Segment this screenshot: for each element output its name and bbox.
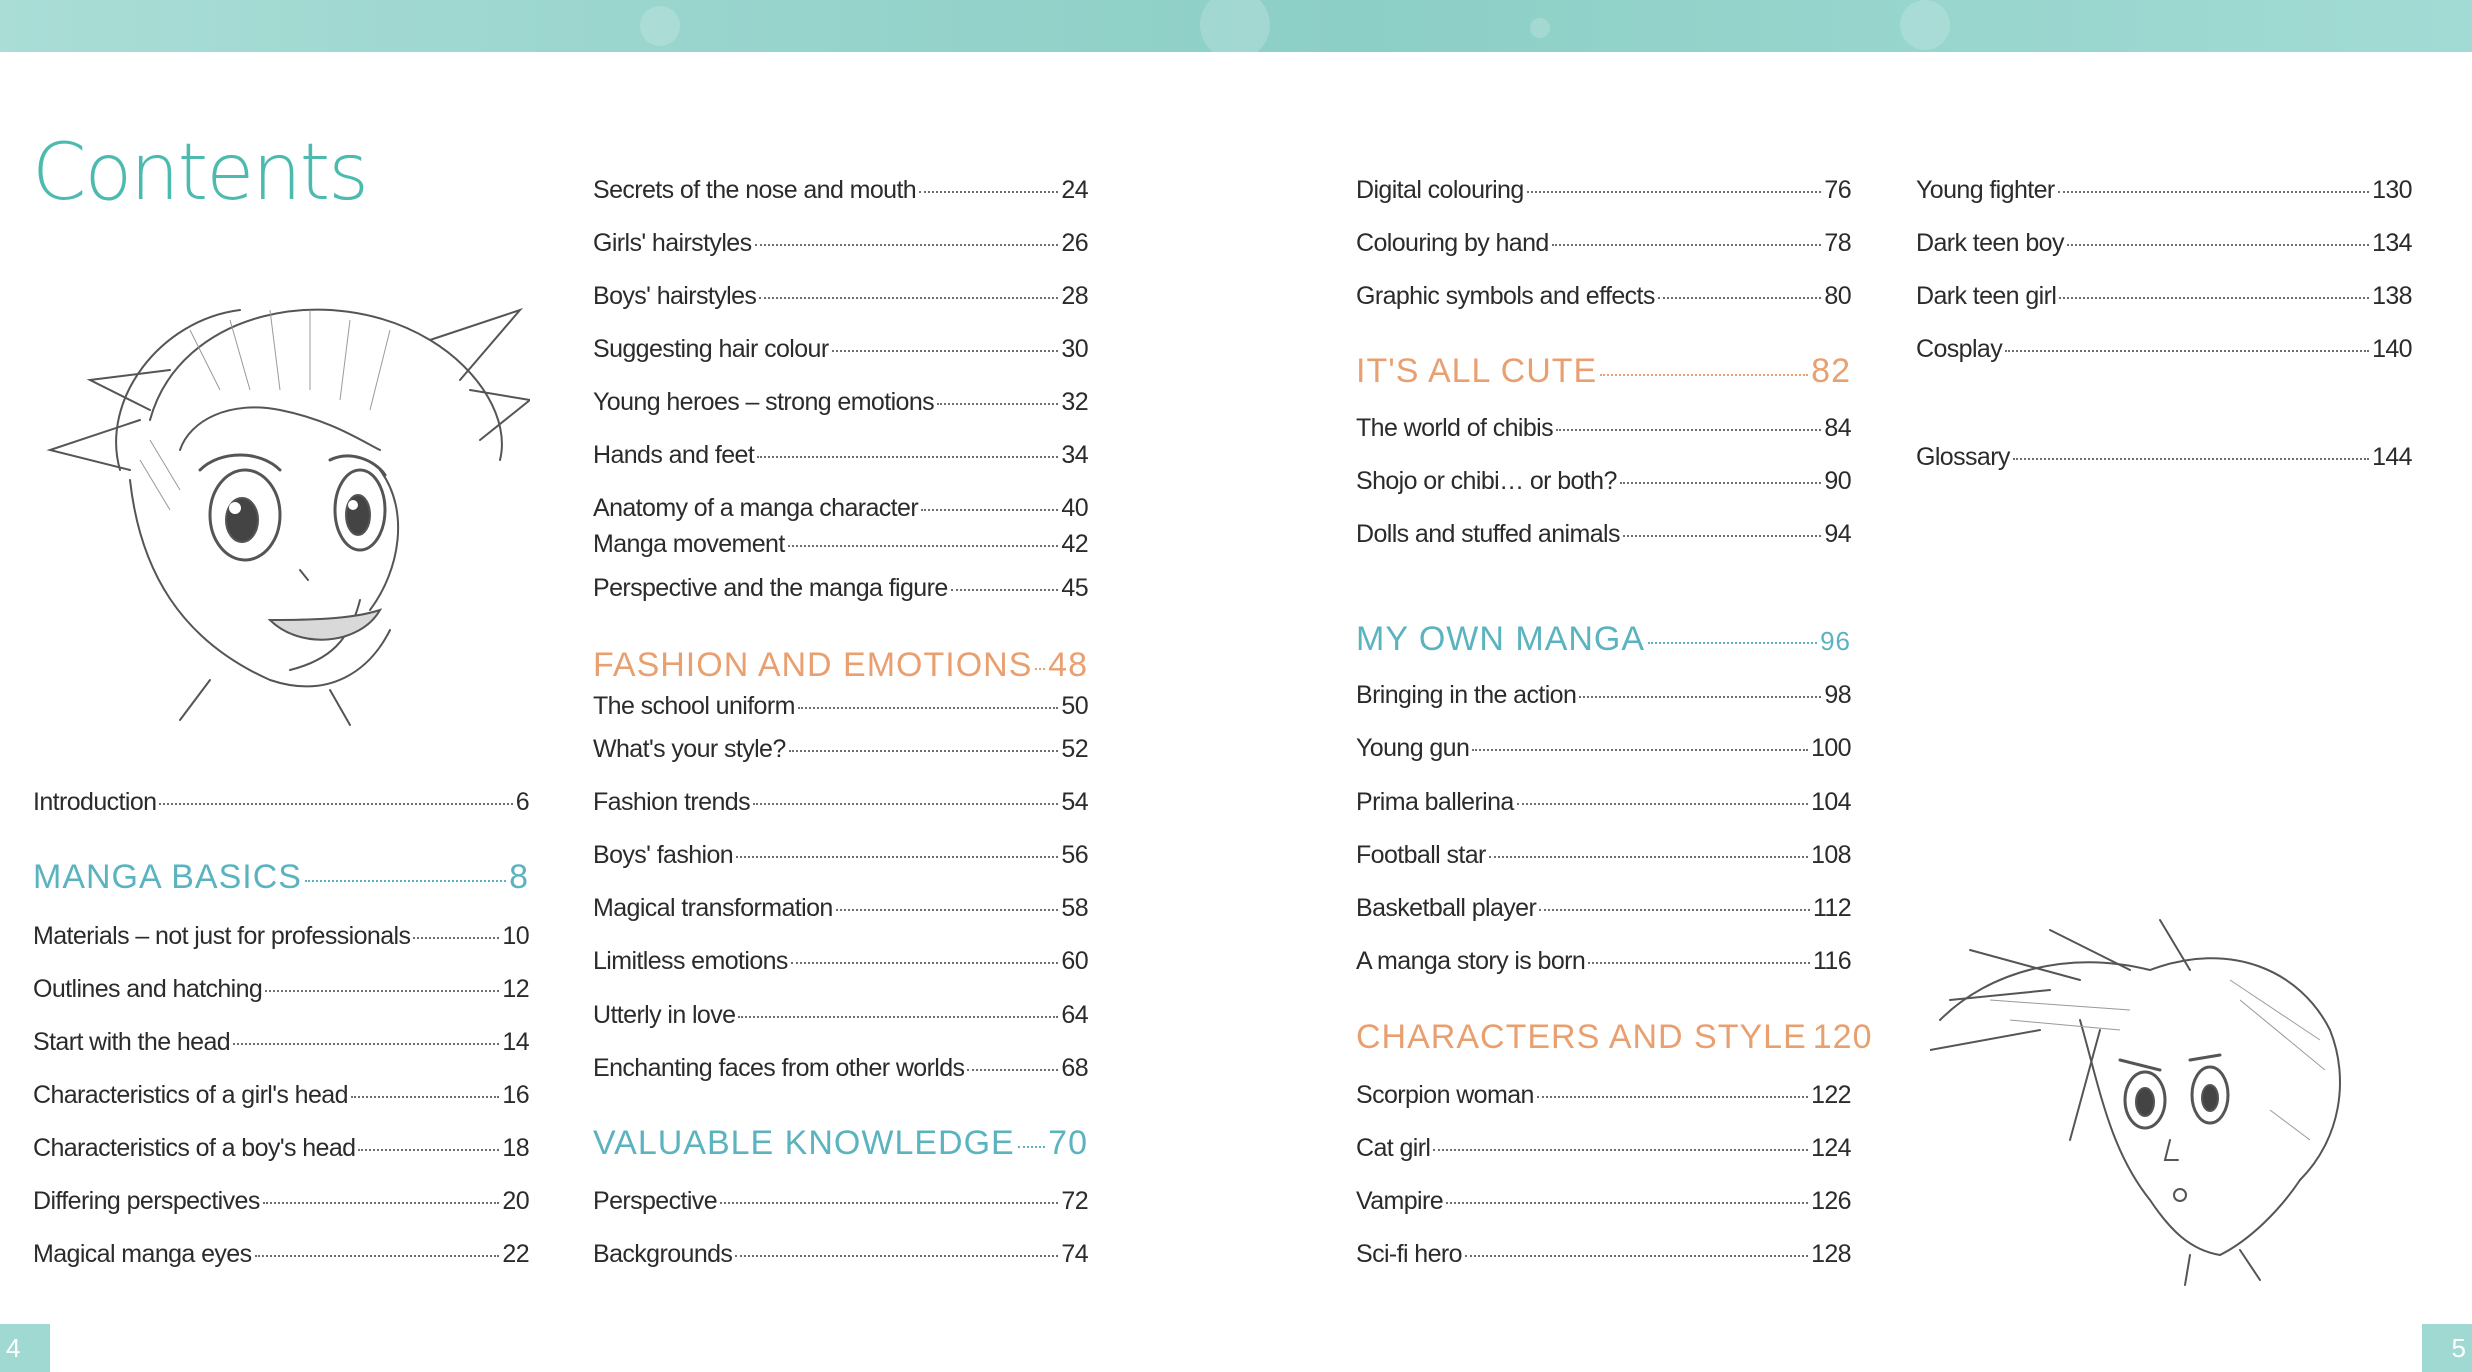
section-label: VALUABLE KNOWLEDGE: [593, 1124, 1015, 1162]
toc-entry-page: 24: [1061, 176, 1088, 204]
toc-entry-page: 26: [1061, 229, 1088, 257]
toc-entry-page: 64: [1061, 1001, 1088, 1029]
toc-entry-page: 126: [1811, 1187, 1851, 1215]
toc-entry-label: Bringing in the action: [1356, 681, 1577, 709]
toc-entry-label: Glossary: [1916, 443, 2010, 471]
toc-entry-page: 56: [1061, 841, 1088, 869]
leader-dots: [1552, 244, 1822, 246]
toc-entry[interactable]: [593, 894, 1088, 923]
toc-entry-label: Basketball player: [1356, 894, 1537, 922]
toc-entry-page: 14: [502, 1028, 529, 1056]
toc-entry-label: Fashion trends: [593, 788, 750, 816]
leader-dots: [755, 244, 1059, 246]
toc-entry-page: 42: [1061, 530, 1088, 558]
leader-dots: [2005, 350, 2369, 352]
leader-dots: [1539, 909, 1810, 911]
leader-dots: [789, 750, 1059, 752]
toc-entry[interactable]: [33, 788, 529, 817]
toc-entry[interactable]: [1356, 1187, 1851, 1216]
toc-entry-label: The world of chibis: [1356, 414, 1554, 442]
toc-column-2: [593, 0, 1088, 1372]
toc-entry-label: Characteristics of a girl's head: [33, 1081, 348, 1109]
section-page: 8: [509, 858, 529, 896]
toc-entry-page: 140: [2372, 335, 2412, 363]
leader-dots: [351, 1096, 500, 1098]
toc-entry[interactable]: [593, 735, 1088, 764]
page-number-label: 5: [2451, 1333, 2466, 1363]
leader-dots: [1556, 429, 1821, 431]
toc-entry[interactable]: [33, 1028, 529, 1057]
leader-dots: [2058, 191, 2369, 193]
leader-dots: [951, 589, 1059, 591]
leader-dots: [1465, 1255, 1808, 1257]
toc-entry-label: Girls' hairstyles: [593, 229, 752, 257]
toc-entry-label: Vampire: [1356, 1187, 1444, 1215]
toc-entry[interactable]: [33, 1081, 529, 1110]
toc-entry-label: Utterly in love: [593, 1001, 736, 1029]
toc-entry[interactable]: [593, 1001, 1088, 1030]
toc-entry-label: Anatomy of a manga character: [593, 494, 919, 522]
page-number-left: [0, 1324, 50, 1372]
toc-entry[interactable]: [1356, 1240, 1851, 1269]
toc-entry-label: Secrets of the nose and mouth: [593, 176, 917, 204]
toc-entry-page: 74: [1061, 1240, 1088, 1268]
toc-entry-label: Boys' fashion: [593, 841, 734, 869]
toc-entry-page: 90: [1824, 467, 1851, 495]
toc-section-heading[interactable]: [593, 646, 1088, 685]
toc-entry-page: 68: [1061, 1054, 1088, 1082]
toc-entry[interactable]: [593, 388, 1088, 417]
toc-entry[interactable]: [593, 530, 1088, 559]
toc-entry-label: Boys' hairstyles: [593, 282, 757, 310]
leader-dots: [255, 1255, 500, 1257]
toc-entry[interactable]: [33, 922, 529, 951]
toc-entry-page: 112: [1812, 894, 1851, 922]
toc-entry-label: Cosplay: [1916, 335, 2003, 363]
toc-entry[interactable]: [593, 282, 1088, 311]
toc-entry-label: Scorpion woman: [1356, 1081, 1534, 1109]
toc-entry-label: Introduction: [33, 788, 157, 816]
toc-entry[interactable]: [1356, 841, 1851, 870]
leader-dots: [1472, 749, 1808, 751]
leader-dots: [358, 1149, 499, 1151]
section-label: FASHION AND EMOTIONS: [593, 646, 1033, 684]
leader-dots: [413, 937, 499, 939]
leader-dots: [1623, 535, 1822, 537]
leader-dots: [1517, 803, 1808, 805]
toc-entry-page: 16: [502, 1081, 529, 1109]
toc-entry-page: 124: [1811, 1134, 1851, 1162]
leader-dots: [1537, 1096, 1808, 1098]
toc-entry[interactable]: [1916, 335, 2412, 364]
leader-dots: [836, 909, 1059, 911]
leader-dots: [1433, 1149, 1808, 1151]
toc-entry-label: Football star: [1356, 841, 1486, 869]
leader-dots: [798, 707, 1059, 709]
toc-entry-page: 54: [1061, 788, 1088, 816]
page-title: Contents: [32, 128, 367, 218]
toc-entry-label: Perspective: [593, 1187, 718, 1215]
leader-dots: [233, 1043, 499, 1045]
leader-dots: [1600, 374, 1808, 376]
toc-entry-page: 78: [1824, 229, 1851, 257]
decor-bubble: [1200, 0, 1270, 60]
toc-section-heading[interactable]: [1356, 352, 1851, 391]
toc-entry-page: 50: [1061, 692, 1088, 720]
page-number-label: 4: [6, 1333, 21, 1363]
toc-entry[interactable]: [593, 1054, 1088, 1083]
toc-entry[interactable]: [1356, 520, 1851, 549]
toc-entry-page: 18: [502, 1134, 529, 1162]
section-page: 70: [1048, 1124, 1088, 1162]
toc-entry-label: A manga story is born: [1356, 947, 1586, 975]
toc-entry-label: Hands and feet: [593, 441, 755, 469]
toc-entry-page: 84: [1824, 414, 1851, 442]
toc-entry-label: Young gun: [1356, 734, 1470, 762]
leader-dots: [2059, 297, 2369, 299]
toc-entry[interactable]: [593, 1187, 1088, 1216]
toc-entry[interactable]: [1356, 788, 1851, 817]
toc-entry-page: 58: [1061, 894, 1088, 922]
section-label: MY OWN MANGA: [1356, 620, 1646, 658]
toc-entry-label: Shojo or chibi… or both?: [1356, 467, 1617, 495]
toc-entry[interactable]: [1916, 282, 2412, 311]
toc-entry-label: What's your style?: [593, 735, 786, 763]
toc-entry-label: Magical manga eyes: [33, 1240, 252, 1268]
toc-entry-label: Sci-fi hero: [1356, 1240, 1462, 1268]
leader-dots: [738, 1016, 1058, 1018]
toc-entry-page: 40: [1061, 494, 1088, 522]
toc-entry-label: Magical transformation: [593, 894, 833, 922]
toc-section-heading[interactable]: [593, 1124, 1088, 1163]
leader-dots: [1648, 642, 1817, 644]
leader-dots: [159, 803, 512, 805]
toc-entry[interactable]: [593, 176, 1088, 205]
toc-section-heading[interactable]: [33, 858, 529, 897]
leader-dots: [1446, 1202, 1808, 1204]
toc-entry-label: Differing perspectives: [33, 1187, 260, 1215]
toc-entry[interactable]: [33, 1240, 529, 1269]
section-page: 96: [1820, 626, 1851, 656]
toc-entry-label: Young heroes – strong emotions: [593, 388, 935, 416]
leader-dots: [832, 350, 1059, 352]
leader-dots: [720, 1202, 1058, 1204]
toc-entry[interactable]: [593, 1240, 1088, 1269]
toc-entry-page: 76: [1824, 176, 1851, 204]
toc-entry-page: 104: [1811, 788, 1851, 816]
toc-section-heading[interactable]: [1356, 620, 1851, 659]
toc-column-1: [33, 0, 529, 1372]
section-label: CHARACTERS AND STYLE: [1356, 1018, 1807, 1056]
toc-entry-label: Graphic symbols and effects: [1356, 282, 1655, 310]
toc-entry-page: 98: [1824, 681, 1851, 709]
toc-entry[interactable]: [1356, 1081, 1851, 1110]
toc-entry-page: 12: [502, 975, 529, 1003]
toc-entry-label: Start with the head: [33, 1028, 231, 1056]
toc-entry-page: 138: [2372, 282, 2412, 310]
toc-entry[interactable]: [1356, 681, 1851, 710]
toc-section-heading[interactable]: [1356, 1018, 1873, 1057]
toc-entry-page: 6: [515, 788, 529, 816]
toc-entry-page: 28: [1061, 282, 1088, 310]
toc-entry[interactable]: [1356, 947, 1851, 976]
toc-entry-page: 20: [502, 1187, 529, 1215]
toc-entry[interactable]: [1916, 229, 2412, 258]
toc-entry-page: 22: [502, 1240, 529, 1268]
toc-entry[interactable]: [593, 692, 1088, 721]
toc-entry[interactable]: [1356, 414, 1851, 443]
toc-entry[interactable]: [593, 335, 1088, 364]
toc-entry-page: 94: [1824, 520, 1851, 548]
toc-entry-page: 100: [1811, 734, 1851, 762]
leader-dots: [788, 545, 1059, 547]
toc-entry-label: Colouring by hand: [1356, 229, 1549, 257]
leader-dots: [921, 509, 1058, 511]
toc-entry-page: 128: [1811, 1240, 1851, 1268]
leader-dots: [757, 456, 1058, 458]
leader-dots: [1527, 191, 1822, 193]
toc-entry[interactable]: [33, 1187, 529, 1216]
section-page: 120: [1812, 1018, 1873, 1056]
toc-entry-label: Dark teen girl: [1916, 282, 2057, 310]
toc-entry-label: Cat girl: [1356, 1134, 1431, 1162]
toc-entry-page: 72: [1061, 1187, 1088, 1215]
toc-entry-label: Enchanting faces from other worlds: [593, 1054, 965, 1082]
leader-dots: [1588, 962, 1810, 964]
toc-entry[interactable]: [1356, 1134, 1851, 1163]
leader-dots: [263, 1202, 500, 1204]
toc-entry-page: 130: [2372, 176, 2412, 204]
toc-entry-page: 45: [1061, 574, 1088, 602]
toc-entry[interactable]: [1356, 734, 1851, 763]
toc-entry-page: 108: [1811, 841, 1851, 869]
toc-entry[interactable]: [1356, 467, 1851, 496]
toc-entry[interactable]: [1916, 443, 2412, 472]
leader-dots: [919, 191, 1058, 193]
toc-entry-label: Manga movement: [593, 530, 785, 558]
leader-dots: [1620, 482, 1822, 484]
leader-dots: [305, 880, 506, 882]
toc-entry[interactable]: [593, 494, 1088, 523]
toc-entry-label: Suggesting hair colour: [593, 335, 829, 363]
toc-entry-page: 10: [502, 922, 529, 950]
toc-entry-label: Outlines and hatching: [33, 975, 263, 1003]
toc-entry-label: Young fighter: [1916, 176, 2055, 204]
leader-dots: [791, 962, 1059, 964]
toc-entry-page: 134: [2372, 229, 2412, 257]
toc-entry[interactable]: [33, 1134, 529, 1163]
section-page: 82: [1811, 352, 1851, 390]
toc-entry-label: Dark teen boy: [1916, 229, 2064, 257]
toc-entry[interactable]: [593, 229, 1088, 258]
leader-dots: [753, 803, 1058, 805]
toc-column-3: [1356, 0, 1873, 1372]
toc-entry-page: 144: [2372, 443, 2412, 471]
leader-dots: [1035, 668, 1045, 670]
toc-entry[interactable]: [593, 947, 1088, 976]
toc-entry[interactable]: [593, 441, 1088, 470]
toc-entry-label: Materials – not just for professionals: [33, 922, 411, 950]
leader-dots: [265, 990, 499, 992]
toc-entry-page: 116: [1812, 947, 1851, 975]
leader-dots: [1489, 856, 1808, 858]
leader-dots: [1579, 696, 1821, 698]
toc-entry-page: 60: [1061, 947, 1088, 975]
toc-entry[interactable]: [1356, 176, 1851, 205]
toc-entry[interactable]: [1356, 894, 1851, 923]
toc-entry[interactable]: [593, 574, 1088, 603]
toc-entry[interactable]: [1356, 282, 1851, 311]
toc-entry[interactable]: [593, 841, 1088, 870]
toc-entry-page: 52: [1061, 735, 1088, 763]
toc-entry[interactable]: [1916, 176, 2412, 205]
manga-boy-illustration: [1930, 910, 2370, 1290]
toc-entry-page: 34: [1061, 441, 1088, 469]
leader-dots: [736, 856, 1058, 858]
section-label: MANGA BASICS: [33, 858, 302, 896]
section-label: IT'S ALL CUTE: [1356, 352, 1598, 390]
toc-entry-label: Characteristics of a boy's head: [33, 1134, 356, 1162]
toc-entry-label: Digital colouring: [1356, 176, 1524, 204]
leader-dots: [2013, 458, 2369, 460]
toc-entry-label: Perspective and the manga figure: [593, 574, 948, 602]
toc-entry-page: 80: [1824, 282, 1851, 310]
toc-entry-label: Limitless emotions: [593, 947, 788, 975]
toc-entry[interactable]: [33, 975, 529, 1004]
toc-entry-label: Backgrounds: [593, 1240, 733, 1268]
leader-dots: [735, 1255, 1058, 1257]
leader-dots: [759, 297, 1058, 299]
toc-entry[interactable]: [593, 788, 1088, 817]
leader-dots: [2067, 244, 2369, 246]
leader-dots: [1018, 1146, 1045, 1148]
toc-entry-label: Prima ballerina: [1356, 788, 1514, 816]
toc-entry[interactable]: [1356, 229, 1851, 258]
section-page: 48: [1048, 646, 1088, 684]
toc-entry-page: 122: [1811, 1081, 1851, 1109]
toc-entry-page: 32: [1061, 388, 1088, 416]
toc-entry-page: 30: [1061, 335, 1088, 363]
leader-dots: [1658, 297, 1822, 299]
leader-dots: [937, 403, 1058, 405]
toc-entry-label: The school uniform: [593, 692, 795, 720]
leader-dots: [967, 1069, 1058, 1071]
toc-entry-label: Dolls and stuffed animals: [1356, 520, 1620, 548]
page-number-right: [2422, 1324, 2472, 1372]
